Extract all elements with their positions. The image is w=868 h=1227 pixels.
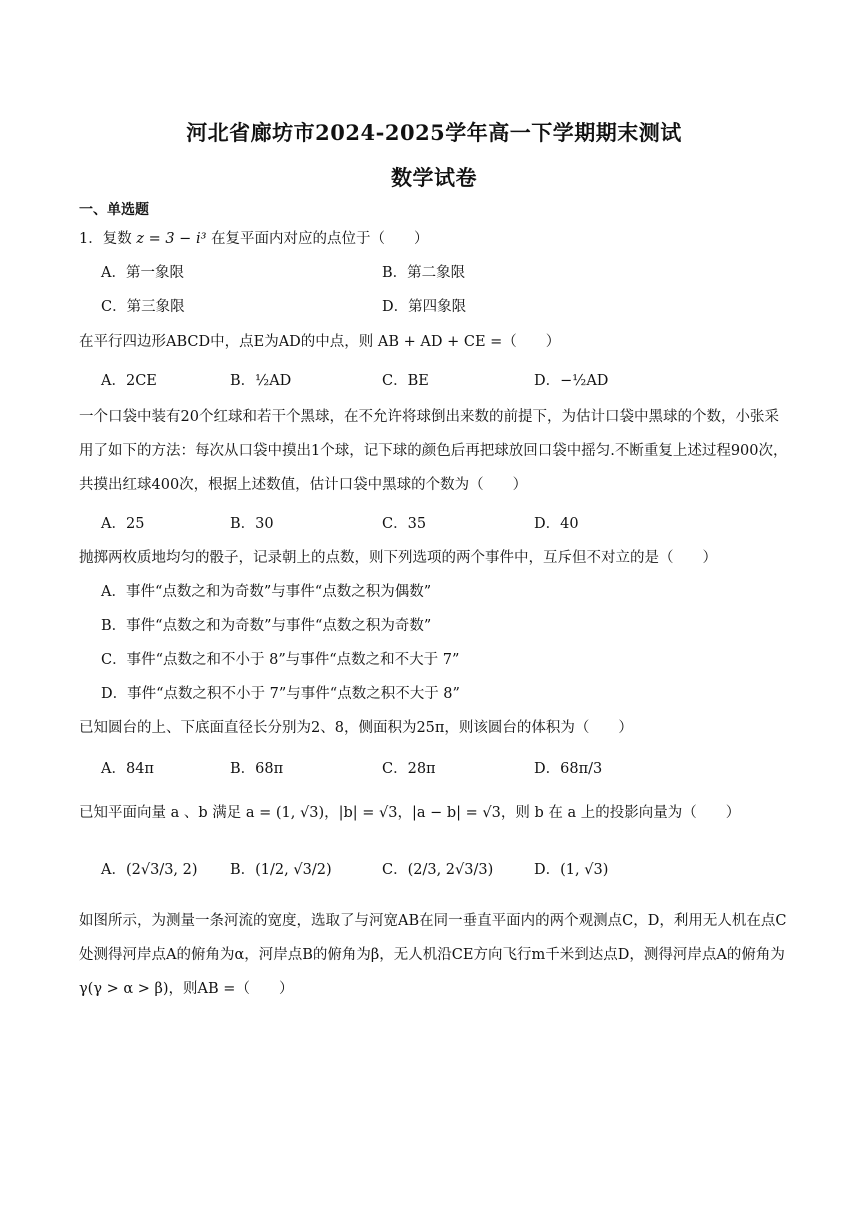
q4-option-c[interactable]: C．事件“点数之和不小于 8”与事件“点数之和不大于 7” (101, 652, 460, 668)
question-4: 抛掷两枚质地均匀的骰子，记录朝上的点数，则下列选项的两个事件中，互斥但不对立的是（ ） (79, 550, 717, 566)
q1-expression: z = 3 − i³ (136, 231, 207, 247)
q3-option-c[interactable]: C．35 (382, 516, 427, 532)
q5-option-c[interactable]: C．28π (382, 761, 436, 777)
q1-option-c[interactable]: C．第三象限 (101, 299, 185, 315)
q1-option-d[interactable]: D．第四象限 (382, 299, 467, 315)
q2-option-b[interactable]: B．½AD (230, 373, 292, 389)
question-3: 一个口袋中装有20个红球和若干个黑球，在不允许将球倒出来数的前提下，为估计口袋中黑球的个数，小张采用了如下的方法：每次从口袋中摸出1个球，记下球的颜色后再把球放回口袋中摇匀.不断重复上述过程900次，共摸出红球400次，根据上述数值，估计口袋中黑球的个数为（ ） (79, 409, 788, 493)
q1-option-b[interactable]: B．第二象限 (382, 265, 466, 281)
q1-option-a[interactable]: A．第一象限 (101, 265, 184, 281)
question-5: 已知圆台的上、下底面直径长分别为2、8，侧面积为25π，则该圆台的体积为（ ） (79, 720, 633, 736)
q2-option-a[interactable]: A．2CE (101, 373, 157, 389)
q6-option-b[interactable]: B．(1/2, √3/2) (230, 862, 332, 878)
question-2: 在平行四边形ABCD中，点E为AD的中点，则 AB + AD + CE =（ ） (79, 334, 561, 350)
question-7: 如图所示，为测量一条河流的宽度，选取了与河宽AB在同一垂直平面内的两个观测点C，D，利用无人机在点C处测得河岸点A的俯角为α，河岸点B的俯角为β，无人机沿CE方向飞行m千米到达点D，测得河岸点A的俯角为γ(γ > α > β)，则AB =（ ） (79, 913, 787, 997)
question-6: 已知平面向量 a 、b 满足 a = (1, √3)，|b| = √3，|a − b| = √3，则 b 在 a 上的投影向量为（ ） (79, 805, 741, 821)
q2-option-c[interactable]: C．BE (382, 373, 429, 389)
q6-option-d[interactable]: D．(1, √3) (534, 862, 609, 878)
q5-option-b[interactable]: B．68π (230, 761, 284, 777)
q6-option-a[interactable]: A．(2√3/3, 2) (101, 862, 198, 878)
q3-option-b[interactable]: B．30 (230, 516, 274, 532)
q5-option-a[interactable]: A．84π (101, 761, 154, 777)
q3-option-d[interactable]: D．40 (534, 516, 579, 532)
section-heading: 一、单选题 (79, 202, 149, 218)
exam-title: 河北省廊坊市2024-2025学年高一下学期期末测试 (186, 120, 682, 145)
q4-option-a[interactable]: A．事件“点数之和为奇数”与事件“点数之积为偶数” (101, 584, 432, 600)
q2-option-d[interactable]: D．−½AD (534, 373, 609, 389)
q4-option-d[interactable]: D．事件“点数之积不小于 7”与事件“点数之积不大于 8” (101, 686, 460, 702)
q3-option-a[interactable]: A．25 (101, 516, 145, 532)
q4-option-b[interactable]: B．事件“点数之和为奇数”与事件“点数之积为奇数” (101, 618, 432, 634)
q5-option-d[interactable]: D．68π/3 (534, 761, 603, 777)
exam-subtitle: 数学试卷 (391, 165, 477, 190)
q6-option-c[interactable]: C．(2/3, 2√3/3) (382, 862, 494, 878)
question-1: 1．复数 z = 3 − i³ 在复平面内对应的点位于（ ） (79, 231, 429, 247)
